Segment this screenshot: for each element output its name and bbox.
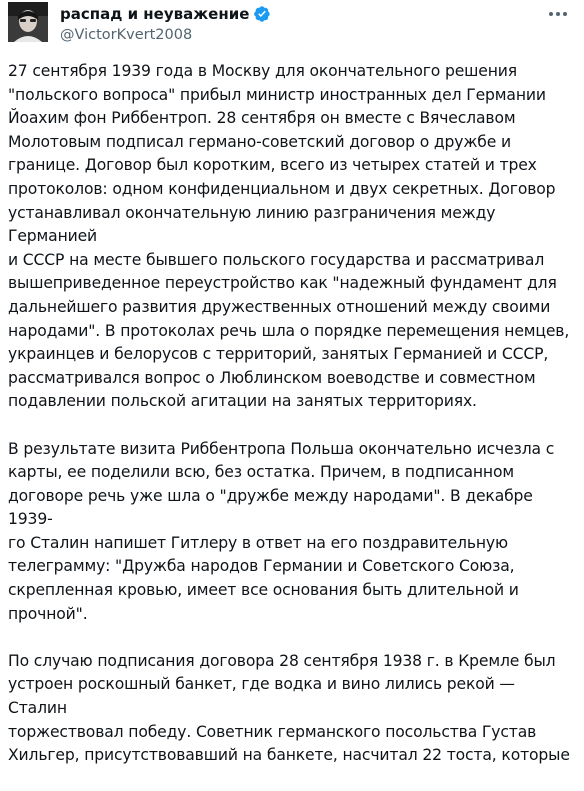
text-line: Хильгер, присутствовавший на банкете, насчитал 22 тоста, которые — [8, 746, 570, 765]
text-line: украинцев и белорусов с территорий, занятых Германией и СССР, — [8, 345, 549, 364]
tweet-text — [8, 60, 578, 791]
text-line: 27 сентября 1939 года в Москву для окончательного решения — [8, 62, 517, 80]
text-line: вышеприведенное переустройство как "надежный фундамент для — [8, 274, 557, 293]
text-line: договоре речь уже шла о "дружбе между народами". В декабре 1939- — [8, 486, 538, 529]
author-handle[interactable]: @VictorKvert2008 — [60, 27, 193, 43]
author-avatar[interactable] — [8, 2, 48, 42]
tweet-paragraph-1 — [8, 60, 578, 414]
text-line: рассматривался вопрос о Люблинском воеводстве и совместном — [8, 368, 536, 387]
text-line: телеграмму: "Дружба народов Германии и Советского Союза, — [8, 557, 515, 576]
text-line: "польского вопроса" прибыл министр иностранных дел Германии — [8, 85, 546, 104]
text-line: подавлении польской агитации на занятых территориях. — [8, 392, 477, 411]
text-line: устанавливал окончательную линию разграничения между Германией — [8, 203, 501, 246]
text-line: прочной". — [8, 604, 88, 623]
text-line: и СССР на месте бывшего польского государства и рассматривал — [8, 250, 545, 269]
avatar-image — [8, 2, 48, 42]
text-line: Молотовым подписал германо-советский договор о дружбе и — [8, 132, 511, 151]
text-line: дальнейшего развития дружественных отношений между своими — [8, 297, 551, 316]
text-line: В результате визита Риббентропа Польша окончательно исчезла с — [8, 439, 555, 458]
author-name-row — [60, 4, 271, 24]
more-horizontal-icon[interactable] — [546, 4, 570, 24]
text-line: карты, ее поделили всю, без остатка. Причем, в подписанном — [8, 463, 514, 482]
tweet-paragraph-3 — [8, 650, 578, 768]
text-line: народами". В протоколах речь шла о порядке перемещения немцев, — [8, 321, 570, 340]
text-line: скрепленная кровью, имеет все основания быть длительной и — [8, 581, 519, 600]
text-line: устроен роскошный банкет, где водка и вино лились рекой — Сталин — [8, 675, 520, 718]
text-line: По случаю подписания договора 28 сентября 1938 г. в Кремле был — [8, 651, 556, 670]
text-line: Йоахим фон Риббентроп. 28 сентября он вместе с Вячеславом — [8, 109, 516, 128]
text-line: го Сталин напишет Гитлеру в ответ на его поздравительную — [8, 533, 508, 552]
author-display-name[interactable]: распад и неуважение — [60, 5, 250, 23]
tweet-header — [0, 0, 584, 58]
text-line: границе. Договор был коротким, всего из четырех статей и трех — [8, 156, 537, 175]
text-line: торжествовал победу. Советник германского посольства Густав — [8, 722, 537, 741]
text-line: протоколов: одном конфиденциальном и двух секретных. Договор — [8, 179, 556, 198]
verified-badge-icon — [253, 5, 271, 23]
tweet-paragraph-2 — [8, 438, 578, 627]
